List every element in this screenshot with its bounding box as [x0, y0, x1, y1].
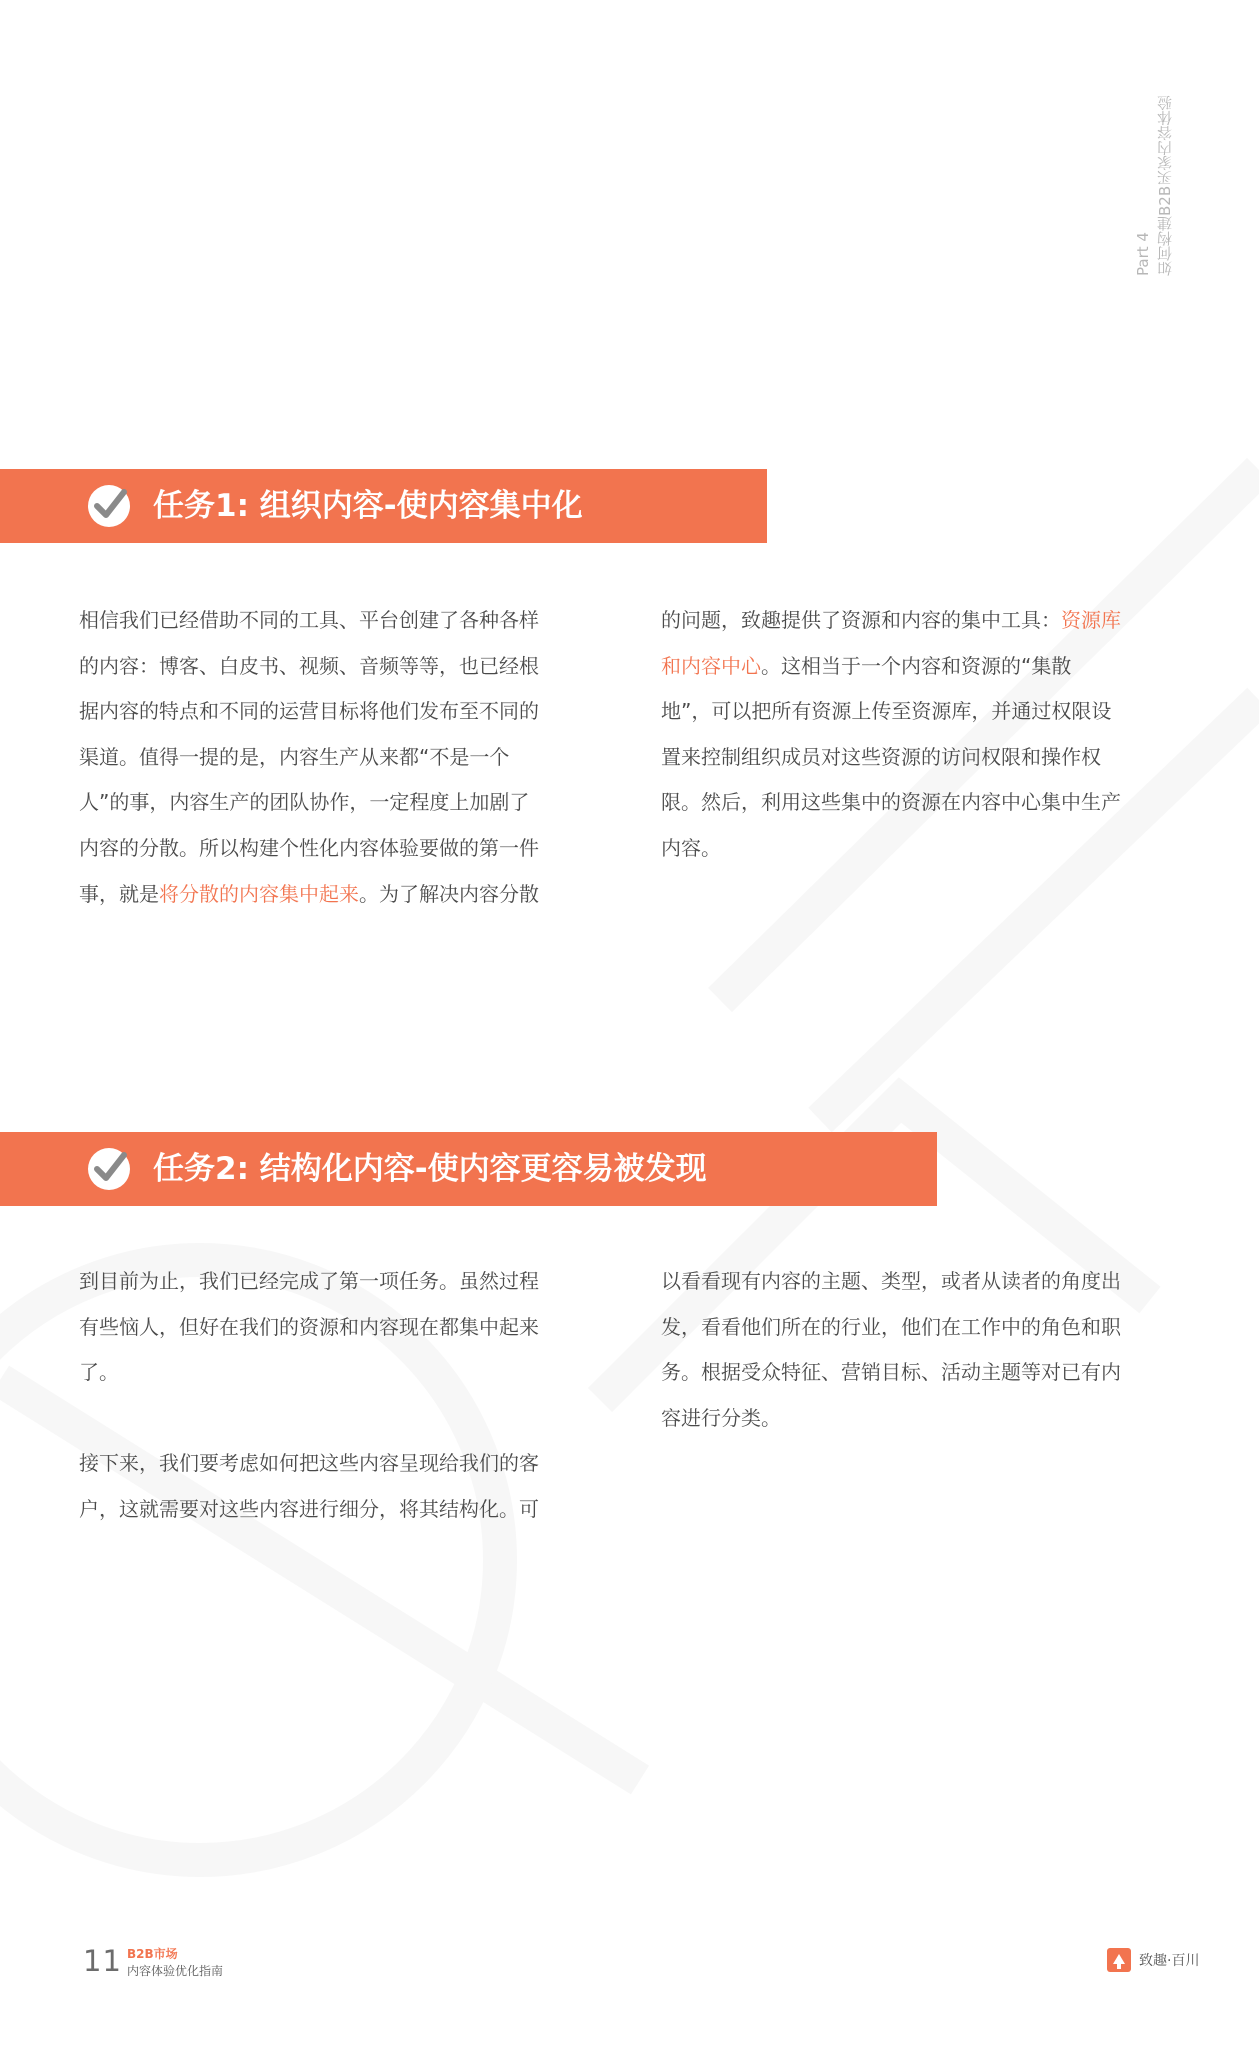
paragraph-line: 有些恼人，但好在我们的资源和内容现在都集中起来: [79, 1314, 539, 1339]
task1-right-column: [661, 598, 1189, 872]
paragraph-line: 事，就是: [79, 881, 159, 906]
task2-right-column: [661, 1259, 1189, 1441]
paragraph-line: 发，看看他们所在的行业，他们在工作中的角色和职: [661, 1314, 1121, 1339]
paragraph-line: 的内容：博客、白皮书、视频、音频等等，也已经根: [79, 653, 539, 678]
checkmark-badge-icon: [86, 483, 132, 529]
paragraph-line: 。为了解决内容分散: [359, 881, 539, 906]
paragraph-line: 务。根据受众特征、营销目标、活动主题等对已有内: [661, 1360, 1121, 1385]
company-logo-icon: [1105, 1946, 1133, 1974]
paragraph-line: 的问题，致趣提供了资源和内容的集中工具：: [661, 608, 1061, 632]
task1-banner: [0, 469, 767, 543]
paragraph-line: 了。: [79, 1360, 119, 1385]
footer-guide-line1: B2B市场: [127, 1947, 178, 1961]
side-label-part: Part 4: [1134, 232, 1152, 276]
highlight-text: 和内容中心: [661, 653, 761, 678]
task2-left-column: [79, 1259, 607, 1533]
paragraph-line: 内容的分散。所以构建个性化内容体验要做的第一件: [79, 835, 539, 860]
paragraph-line: 容进行分类。: [661, 1405, 781, 1430]
section-side-label: [1132, 66, 1178, 276]
page-number: 11: [83, 1944, 122, 1978]
task1-left-column: [79, 598, 607, 917]
paragraph-line: 置来控制组织成员对这些资源的访问权限和操作权: [661, 744, 1101, 769]
paragraph-line: 人”的事，内容生产的团队协作，一定程度上加剧了: [79, 790, 530, 815]
checkmark-badge-icon: [86, 1146, 132, 1192]
paragraph-line: 内容。: [661, 835, 721, 860]
paragraph-line: 渠道。值得一提的是，内容生产从来都“不是一个: [79, 744, 510, 769]
footer-logo: [1105, 1946, 1199, 1974]
paragraph-line: 相信我们已经借助不同的工具、平台创建了各种各样: [79, 608, 539, 632]
paragraph-line: 限。然后，利用这些集中的资源在内容中心集中生产: [661, 790, 1121, 815]
footer-guide-line2: 内容体验优化指南: [127, 1964, 224, 1978]
paragraph-line: 接下来，我们要考虑如何把这些内容呈现给我们的客: [79, 1451, 539, 1476]
paragraph-line: 户，这就需要对这些内容进行细分，将其结构化。可: [79, 1496, 539, 1521]
paragraph-line: 据内容的特点和不同的运营目标将他们发布至不同的: [79, 699, 539, 724]
paragraph-line: 到目前为止，我们已经完成了第一项任务。虽然过程: [79, 1269, 539, 1293]
highlight-text: 将分散的内容集中起来: [159, 881, 359, 906]
logo-text: 致趣·百川: [1139, 1953, 1200, 1969]
side-label-subtitle: 如何构建B2B买家内容体验: [1156, 95, 1174, 276]
task1-title: 任务1: 组织内容-使内容集中化: [153, 488, 583, 524]
paragraph-line: 以看看现有内容的主题、类型，或者从读者的角度出: [661, 1269, 1121, 1293]
footer-guide-title: [127, 1946, 223, 1980]
paragraph-line: 地”，可以把所有资源上传至资源库，并通过权限设: [661, 699, 1112, 724]
highlight-text: 资源库: [1061, 608, 1121, 632]
task2-banner: [0, 1132, 937, 1206]
task2-title: 任务2: 结构化内容-使内容更容易被发现: [153, 1151, 707, 1187]
paragraph-line: 。这相当于一个内容和资源的“集散: [761, 653, 1072, 678]
